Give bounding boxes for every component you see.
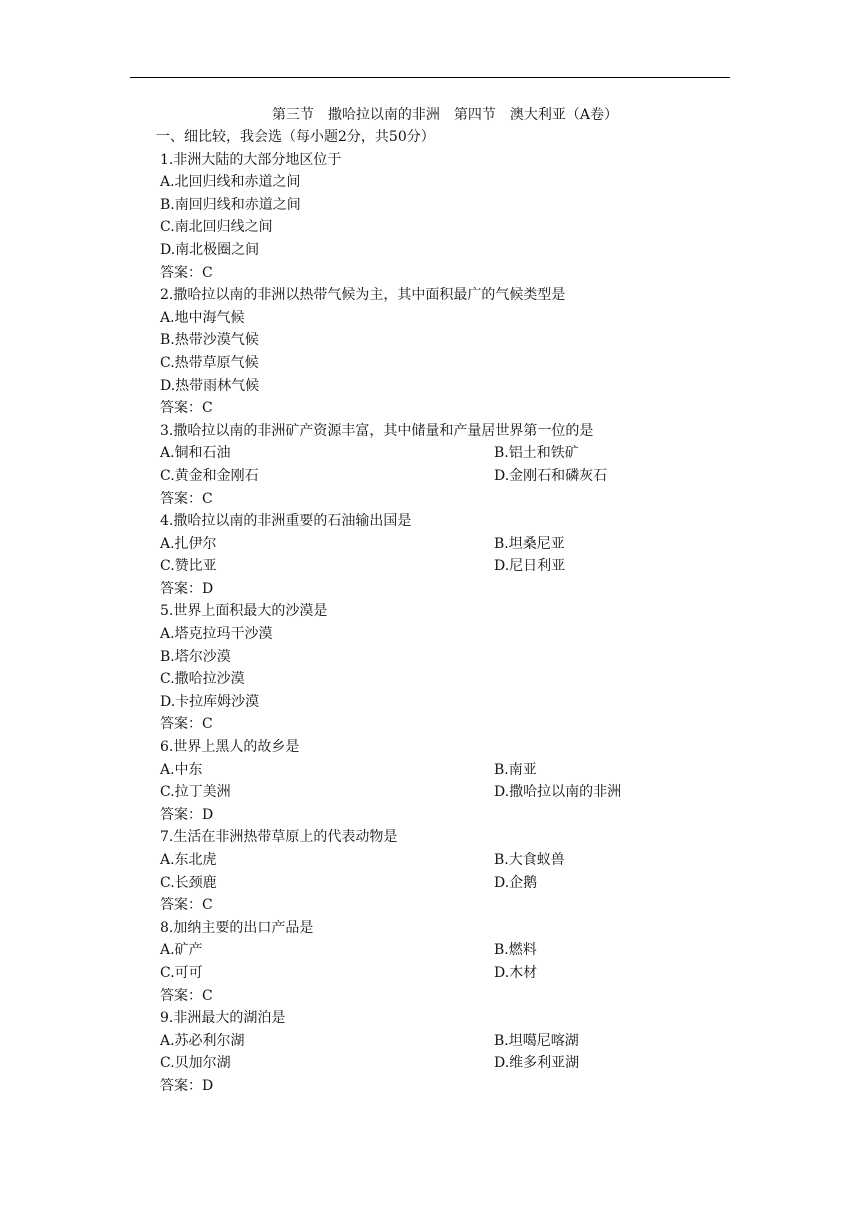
option-b: B.坦桑尼亚: [494, 535, 565, 552]
option-a: A.中东: [160, 761, 203, 778]
option-b: B.塔尔沙漠: [160, 648, 231, 665]
question-6: [160, 736, 730, 826]
option-b: B.大食蚁兽: [494, 852, 565, 868]
option-a: A.地中海气候: [160, 309, 245, 326]
question-7: [160, 826, 730, 916]
option-d: D.热带雨林气候: [160, 377, 260, 394]
option-c: C.撒哈拉沙漠: [160, 671, 245, 688]
option-row: [160, 962, 730, 985]
question-stem: 5.世界上面积最大的沙漠是: [160, 603, 328, 620]
question-5: [160, 600, 730, 736]
option-d: D.企鹅: [494, 874, 538, 891]
option-b: B.坦噶尼喀湖: [494, 1032, 579, 1049]
option-a: A.北回归线和赤道之间: [160, 174, 301, 191]
section-heading: 一、细比较，我会选（每小题2分，共50分）: [156, 129, 435, 145]
option-row: [160, 442, 730, 465]
question-3: [160, 420, 730, 510]
answer: 答案：C: [160, 490, 213, 507]
option-d: D.南北极圈之间: [160, 241, 260, 258]
option-d: D.金刚石和磷灰石: [494, 467, 608, 484]
option-row: [160, 1030, 730, 1053]
answer: 答案：C: [160, 400, 213, 417]
answer: 答案：C: [160, 987, 213, 1004]
answer: 答案：D: [160, 1077, 214, 1094]
option-row: [160, 939, 730, 962]
option-a: A.东北虎: [160, 852, 217, 868]
option-c: C.长颈鹿: [160, 874, 217, 891]
question-stem: 1.非洲大陆的大部分地区位于: [160, 151, 342, 168]
question-2: [160, 284, 730, 420]
option-a: A.苏必利尔湖: [160, 1032, 245, 1049]
option-row: [160, 555, 730, 578]
answer: 答案：D: [160, 580, 214, 597]
option-c: C.可可: [160, 964, 203, 981]
option-c: C.南北回归线之间: [160, 219, 273, 236]
option-a: A.塔克拉玛干沙漠: [160, 626, 273, 643]
option-c: C.黄金和金刚石: [160, 467, 259, 484]
option-b: B.南回归线和赤道之间: [160, 196, 301, 213]
option-b: B.铝土和铁矿: [494, 445, 579, 462]
question-4: [160, 510, 730, 600]
answer: 答案：D: [160, 806, 214, 823]
question-stem: 8.加纳主要的出口产品是: [160, 919, 314, 936]
question-stem: 7.生活在非洲热带草原上的代表动物是: [160, 829, 398, 846]
question-stem: 4.撒哈拉以南的非洲重要的石油输出国是: [160, 513, 412, 530]
option-c: C.赞比亚: [160, 558, 217, 575]
option-a: A.铜和石油: [160, 445, 231, 462]
answer: 答案：C: [160, 716, 213, 733]
header-rule: [130, 77, 730, 78]
option-a: A.矿产: [160, 942, 203, 959]
question-stem: 9.非洲最大的湖泊是: [160, 1010, 286, 1027]
option-b: B.燃料: [494, 942, 537, 959]
option-row: [160, 759, 730, 782]
option-d: D.卡拉库姆沙漠: [160, 693, 260, 710]
question-stem: 6.世界上黑人的故乡是: [160, 739, 300, 756]
option-row: [160, 465, 730, 488]
option-d: D.尼日利亚: [494, 558, 566, 575]
option-c: C.拉丁美洲: [160, 784, 231, 801]
answer: 答案：C: [160, 897, 213, 914]
answer: 答案：C: [160, 264, 213, 281]
option-d: D.木材: [494, 964, 538, 981]
option-d: D.撒哈拉以南的非洲: [494, 784, 622, 801]
question-stem: 3.撒哈拉以南的非洲矿产资源丰富，其中储量和产量居世界第一位的是: [160, 422, 594, 439]
option-d: D.维多利亚湖: [494, 1055, 580, 1072]
option-b: B.热带沙漠气候: [160, 332, 259, 349]
question-stem: 2.撒哈拉以南的非洲以热带气候为主，其中面积最广的气候类型是: [160, 287, 566, 304]
option-c: C.贝加尔湖: [160, 1055, 231, 1072]
question-9: [160, 1007, 730, 1097]
option-row: [160, 849, 730, 872]
question-8: [160, 917, 730, 1007]
option-c: C.热带草原气候: [160, 354, 259, 371]
option-b: B.南亚: [494, 761, 537, 778]
question-1: [160, 149, 730, 285]
option-row: [160, 781, 730, 804]
option-row: [160, 533, 730, 556]
page-title: 第三节 撒哈拉以南的非洲 第四节 澳大利亚（A卷）: [271, 107, 619, 123]
document-body: [156, 126, 730, 1098]
option-a: A.扎伊尔: [160, 535, 217, 552]
option-row: [160, 1052, 730, 1075]
option-row: [160, 872, 730, 895]
